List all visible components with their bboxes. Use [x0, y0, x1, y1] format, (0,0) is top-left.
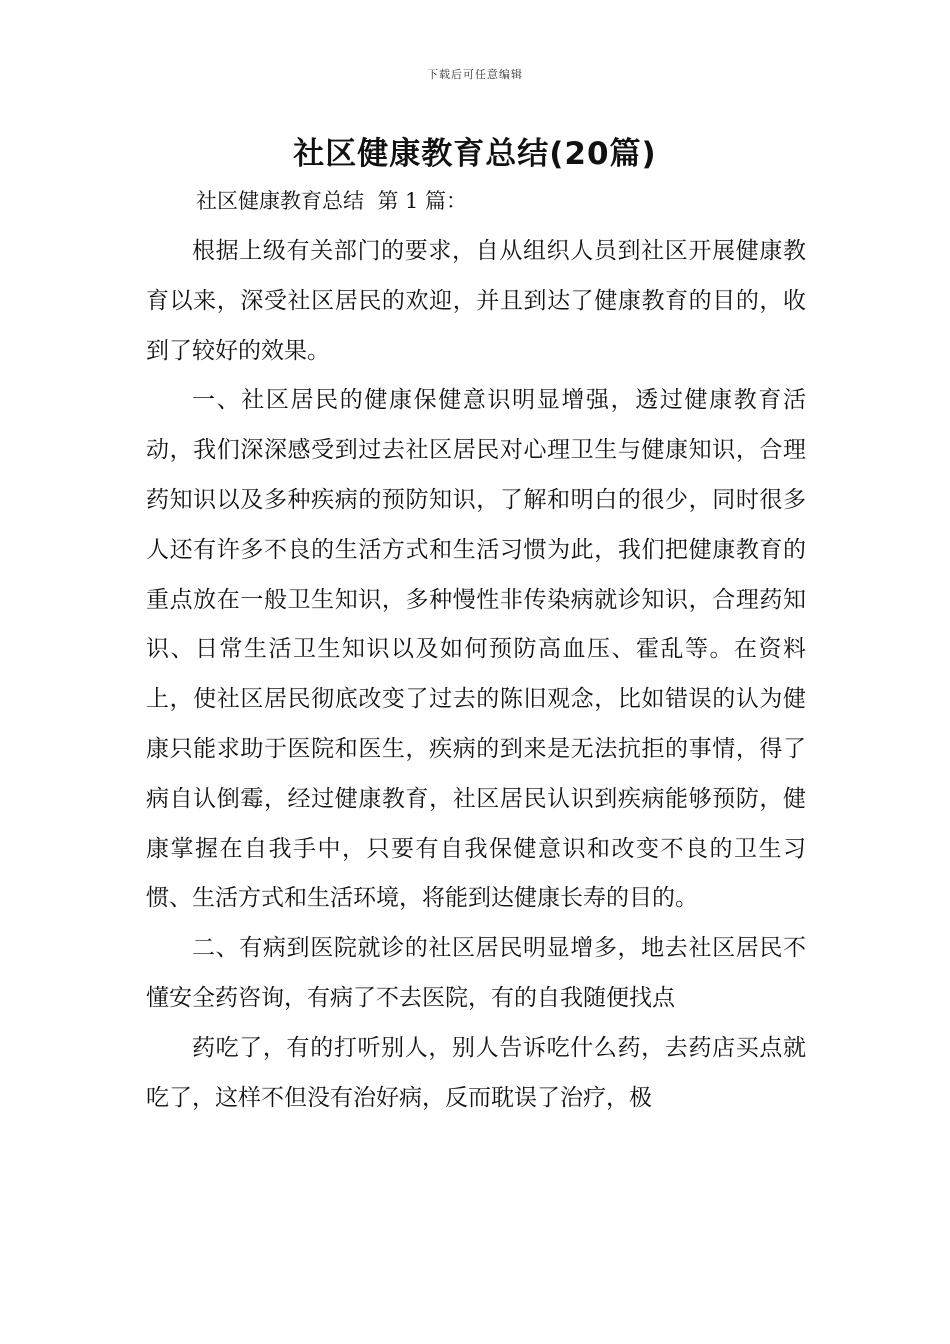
section-heading: 社区健康教育总结 第 1 篇：: [196, 189, 468, 213]
page-header-note: 下载后可任意编辑: [427, 68, 523, 81]
document-title: 社区健康教育总结(20篇): [293, 136, 657, 172]
paragraph-intro: 根据上级有关部门的要求，自从组织人员到社区开展健康教育以来，深受社区居民的欢迎，并且到达了健康教育的目的，收到了较好的效果。: [146, 238, 806, 364]
paragraph-point-two: 二、有病到医院就诊的社区居民明显增多，地去社区居民不懂安全药咨询，有病了不去医院，有的自我随便找点: [146, 935, 806, 1011]
paragraph-point-one: 一、社区居民的健康保健意识明显增强，透过健康教育活动，我们深深感受到过去社区居民对心理卫生与健康知识，合理药知识以及多种疾病的预防知识，了解和明白的很少，同时很多人还有许多不良的生活方式和生活习惯为此，我们把健康教育的重点放在一般卫生知识，多种慢性非传染病就诊知识，合理药知识、日常生活卫生知识以及如何预防高血压、霍乱等。在资料上，使社区居民彻底改变了过去的陈旧观念，比如错误的认为健康只能求助于医院和医生，疾病的到来是无法抗拒的事情，得了病自认倒霉，经过健康教育，社区居民认识到疾病能够预防，健康掌握在自我手中，只要有自我保健意识和改变不良的卫生习惯、生活方式和生活环境，将能到达健康长寿的目的。: [146, 387, 806, 912]
document-body: [146, 227, 806, 1123]
paragraph-continuation: 药吃了，有的打听别人，别人告诉吃什么药，去药店买点就吃了，这样不但没有治好病，反而耽误了治疗，极: [146, 1034, 806, 1111]
